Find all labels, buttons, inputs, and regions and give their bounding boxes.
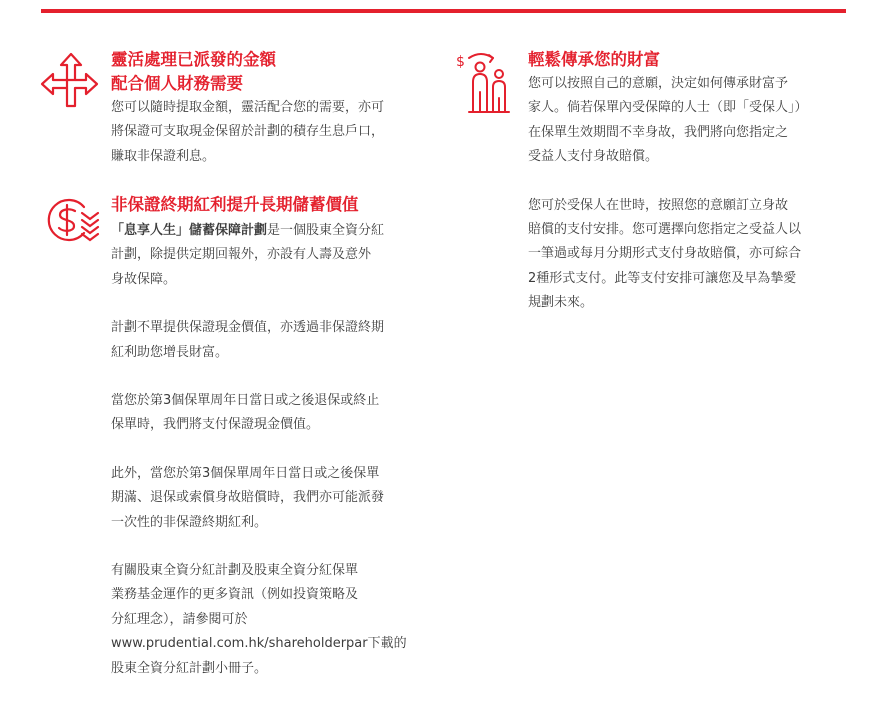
plan-name: 「息享人生」儲蓄保障計劃 <box>111 223 268 238</box>
body-line: 期滿、退保或索償身故賠償時，我們亦可能派發 <box>111 490 385 506</box>
body-line: 身故保障。 <box>111 271 177 287</box>
body-line: 規劃未來。 <box>528 295 594 311</box>
family-wealth-transfer-icon <box>455 52 515 116</box>
section-title: 靈活處理已派發的金額 <box>111 50 276 69</box>
body-line: 此外，當您於第3個保單周年日當日或之後保單 <box>111 465 380 481</box>
body-line: 賺取非保證利息。 <box>111 148 216 164</box>
body-line: 將保證可支取現金保留於計劃的積存生息戶口， <box>111 124 385 140</box>
body-line: 一次性的非保證終期紅利。 <box>111 514 268 530</box>
body-line: 紅利助您增長財富。 <box>111 344 229 360</box>
body-line: 一筆過或每月分期形式支付身故賠償，亦可綜合 <box>528 246 802 262</box>
body-line: 當您於第3個保單周年日當日或之後退保或終止 <box>111 393 380 409</box>
body-line: 保單時，我們將支付保證現金價值。 <box>111 417 320 433</box>
body-line: 股東全資分紅計劃小冊子。 <box>111 660 268 676</box>
body-line: 計劃，除提供定期回報外，亦設有人壽及意外 <box>111 247 372 263</box>
body-text: 是一個股東全資分紅 <box>267 223 385 238</box>
top-divider <box>41 9 846 13</box>
split-arrows-icon <box>40 50 102 110</box>
body-line: 您可於受保人在世時，按照您的意願訂立身故 <box>528 197 789 213</box>
body-line: 您可以隨時提取金額，靈活配合您的需要，亦可 <box>111 100 385 115</box>
body-line: 計劃不單提供保證現金價值，亦透過非保證終期 <box>111 320 385 336</box>
section-flexible <box>111 48 431 169</box>
section-title: 輕鬆傳承您的財富 <box>528 50 660 69</box>
body-line: 2種形式支付。此等支付安排可讓您及早為摯愛 <box>528 270 797 286</box>
body-line: 家人。倘若保單內受保障的人士（即「受保人」） <box>528 100 808 116</box>
body-line: 受益人支付身故賠償。 <box>528 149 659 165</box>
body-line <box>111 219 441 243</box>
body-line: 您可以按照自己的意願，決定如何傳承財富予 <box>528 76 789 91</box>
section-title: 配合個人財務需要 <box>111 74 243 93</box>
section-title: 非保證終期紅利提升長期儲蓄價值 <box>111 195 359 214</box>
body-line: 業務基金運作的更多資訊（例如投資策略及 <box>111 587 359 603</box>
body-line: 有關股東全資分紅計劃及股東全資分紅保單 <box>111 563 359 579</box>
body-line: 賠償的支付安排。您可選擇向您指定之受益人以 <box>528 222 802 238</box>
section-dividend <box>111 193 441 681</box>
website-link[interactable]: www.prudential.com.hk/shareholderpar下載的 <box>111 636 407 652</box>
section-legacy <box>528 48 858 316</box>
svg-text:$: $ <box>456 54 465 70</box>
body-line: 在保單生效期間不幸身故，我們將向您指定之 <box>528 124 789 140</box>
body-line: 分紅理念），請參閱可於 <box>111 611 248 627</box>
dollar-coin-stack-icon <box>42 195 100 245</box>
